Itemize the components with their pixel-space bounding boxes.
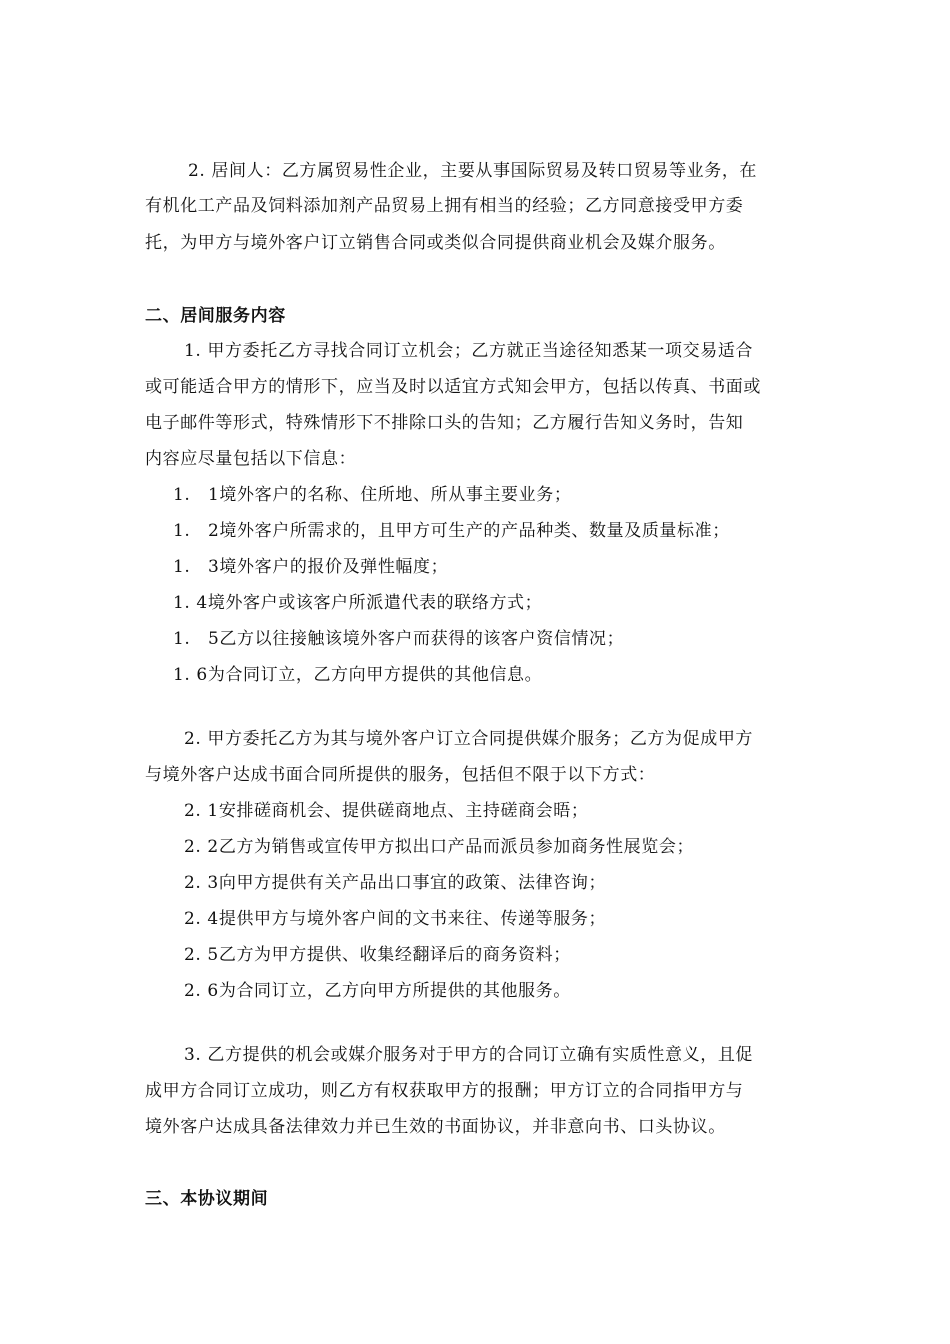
s2-para3-line-1: 3. 乙方提供的机会或媒介服务对于甲方的合同订立确有实质性意义，且促 <box>184 1045 754 1065</box>
intro-line-2: 有机化工产品及饲料添加剂产品贸易上拥有相当的经验；乙方同意接受甲方委 <box>145 196 744 216</box>
list2-item-6: 2. 6为合同订立，乙方向甲方所提供的其他服务。 <box>184 981 571 1001</box>
list2-item-2: 2. 2乙方为销售或宣传甲方拟出口产品而派员参加商务性展览会； <box>184 837 695 857</box>
section-2-heading: 二、居间服务内容 <box>145 306 286 326</box>
intro-line-1: 2. 居间人：乙方属贸易性企业，主要从事国际贸易及转口贸易等业务，在 <box>188 161 758 181</box>
list1-item-6: 1. 6为合同订立，乙方向甲方提供的其他信息。 <box>173 665 543 685</box>
list2-item-1: 2. 1安排磋商机会、提供磋商地点、主持磋商会晤； <box>184 801 589 821</box>
list1-item-2: 1. 2境外客户所需求的，且甲方可生产的产品种类、数量及质量标准； <box>173 521 730 541</box>
s2-para2-line-2: 与境外客户达成书面合同所提供的服务，包括但不限于以下方式： <box>145 765 656 785</box>
s2-para1-line-1: 1. 甲方委托乙方寻找合同订立机会；乙方就正当途径知悉某一项交易适合 <box>184 341 754 361</box>
list1-item-1: 1. 1境外客户的名称、住所地、所从事主要业务； <box>173 485 572 505</box>
s2-para2-line-1: 2. 甲方委托乙方为其与境外客户订立合同提供媒介服务；乙方为促成甲方 <box>184 729 754 749</box>
s2-para1-line-3: 电子邮件等形式，特殊情形下不排除口头的告知；乙方履行告知义务时，告知 <box>145 413 744 433</box>
list1-item-3: 1. 3境外客户的报价及弹性幅度； <box>173 557 449 577</box>
s2-para1-line-4: 内容应尽量包括以下信息： <box>145 449 357 469</box>
list2-item-5: 2. 5乙方为甲方提供、收集经翻译后的商务资料； <box>184 945 571 965</box>
section-3-heading: 三、本协议期间 <box>145 1189 269 1209</box>
list1-item-5: 1. 5乙方以往接触该境外客户而获得的该客户资信情况； <box>173 629 625 649</box>
list2-item-3: 2. 3向甲方提供有关产品出口事宜的政策、法律咨询； <box>184 873 607 893</box>
list1-item-4: 1. 4境外客户或该客户所派遣代表的联络方式； <box>173 593 543 613</box>
s2-para3-line-3: 境外客户达成具备法律效力并已生效的书面协议，并非意向书、口头协议。 <box>145 1117 726 1137</box>
s2-para1-line-2: 或可能适合甲方的情形下，应当及时以适宜方式知会甲方，包括以传真、书面或 <box>145 377 761 397</box>
intro-line-3: 托，为甲方与境外客户订立销售合同或类似合同提供商业机会及媒介服务。 <box>145 233 726 253</box>
list2-item-4: 2. 4提供甲方与境外客户间的文书来往、传递等服务； <box>184 909 607 929</box>
s2-para3-line-2: 成甲方合同订立成功，则乙方有权获取甲方的报酬；甲方订立的合同指甲方与 <box>145 1081 744 1101</box>
